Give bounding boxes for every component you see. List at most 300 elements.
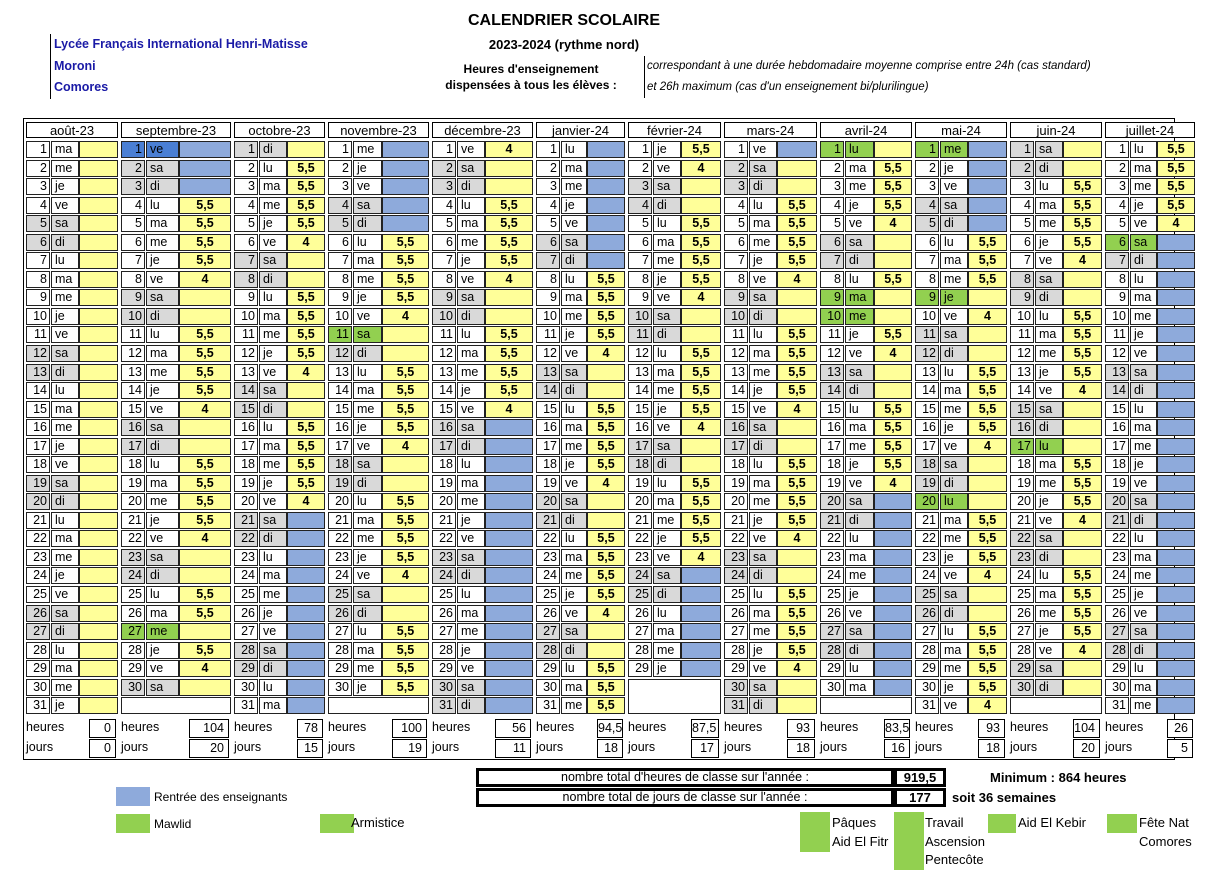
- day-row: [536, 197, 625, 214]
- hours-cell: 5,5: [968, 642, 1007, 659]
- day-number: 28: [628, 642, 652, 659]
- legend-comores-label: Comores: [1139, 834, 1192, 849]
- day-row: [26, 438, 118, 455]
- day-number: 20: [628, 493, 652, 510]
- day-number: 21: [121, 512, 145, 529]
- weekday-cell: lu: [1035, 178, 1063, 195]
- day-number: 22: [121, 530, 145, 547]
- day-row: [432, 512, 533, 529]
- day-row: [820, 660, 912, 677]
- weekday-cell: ma: [51, 401, 79, 418]
- hours-cell: [1157, 623, 1195, 640]
- weekday-cell: ve: [353, 178, 382, 195]
- day-row: [121, 271, 231, 288]
- day-number: 11: [121, 326, 145, 343]
- hours-cell: [1063, 289, 1102, 306]
- hours-cell: 4: [587, 345, 625, 362]
- day-row: [1105, 567, 1195, 584]
- weekday-cell: lu: [457, 197, 485, 214]
- month-days-label: jours: [724, 739, 752, 754]
- hours-cell: 5,5: [874, 197, 912, 214]
- day-row: [234, 605, 325, 622]
- hours-cell: [968, 178, 1007, 195]
- weekday-cell: di: [749, 567, 777, 584]
- month-hours-value: 0: [89, 719, 116, 738]
- hours-cell: 4: [968, 438, 1007, 455]
- day-row: [432, 326, 533, 343]
- weekday-cell: je: [353, 679, 382, 696]
- hours-cell: [79, 141, 118, 158]
- weekday-cell: je: [1035, 623, 1063, 640]
- day-number: 12: [121, 345, 145, 362]
- hours-cell: [382, 215, 429, 232]
- month-hours-label: heures: [121, 719, 160, 734]
- weekday-cell: me: [561, 567, 587, 584]
- weekday-cell: lu: [457, 456, 485, 473]
- hours-cell: [1157, 308, 1195, 325]
- weekday-cell: ma: [259, 308, 287, 325]
- hours-cell: [382, 456, 429, 473]
- day-number: 9: [432, 289, 456, 306]
- hours-cell: [968, 289, 1007, 306]
- day-number: 29: [121, 660, 145, 677]
- day-row: [628, 289, 721, 306]
- legend-aid-kebir-label: Aid El Kebir: [1018, 815, 1086, 830]
- weekday-cell: ve: [845, 345, 874, 362]
- weekday-cell: sa: [146, 549, 179, 566]
- hours-cell: [79, 252, 118, 269]
- day-row: [234, 234, 325, 251]
- weekday-cell: ma: [1130, 679, 1157, 696]
- empty-cell: [820, 697, 912, 714]
- hours-cell: 4: [1063, 642, 1102, 659]
- weekday-cell: di: [1130, 252, 1157, 269]
- hours-cell: 5,5: [1063, 178, 1102, 195]
- day-row: [915, 178, 1007, 195]
- hours-cell: 4: [1157, 215, 1195, 232]
- month-column: [328, 122, 429, 759]
- day-row: [628, 456, 721, 473]
- month-hours-value: 100: [392, 719, 427, 738]
- day-number: 29: [432, 660, 456, 677]
- day-row: [915, 642, 1007, 659]
- hours-cell: [874, 549, 912, 566]
- weekday-cell: je: [561, 456, 587, 473]
- weekday-cell: sa: [1035, 660, 1063, 677]
- day-row: [121, 660, 231, 677]
- day-number: 21: [536, 512, 560, 529]
- day-number: 16: [628, 419, 652, 436]
- weekday-cell: lu: [940, 623, 968, 640]
- weekday-cell: sa: [940, 197, 968, 214]
- day-row: [432, 419, 533, 436]
- day-number: 9: [234, 289, 258, 306]
- day-number: 18: [121, 456, 145, 473]
- weekday-cell: ve: [1130, 215, 1157, 232]
- day-row: [724, 660, 817, 677]
- day-row: [328, 215, 429, 232]
- weekday-cell: ve: [146, 660, 179, 677]
- hours-cell: 4: [485, 401, 533, 418]
- hours-cell: [287, 623, 325, 640]
- day-number: 8: [121, 271, 145, 288]
- day-row: [724, 438, 817, 455]
- month-column: [432, 122, 533, 759]
- day-number: 12: [26, 345, 50, 362]
- day-number: 28: [328, 642, 352, 659]
- hours-cell: 5,5: [968, 530, 1007, 547]
- day-number: 15: [1105, 401, 1129, 418]
- day-number: 30: [26, 679, 50, 696]
- day-row: [432, 642, 533, 659]
- weekday-cell: sa: [51, 345, 79, 362]
- legend-travail-label: Travail: [925, 815, 964, 830]
- day-row: [536, 567, 625, 584]
- weekday-cell: di: [845, 512, 874, 529]
- hours-cell: [1157, 382, 1195, 399]
- month-days-label: jours: [820, 739, 848, 754]
- day-row: [628, 623, 721, 640]
- day-number: 13: [328, 364, 352, 381]
- day-number: 22: [328, 530, 352, 547]
- day-number: 3: [26, 178, 50, 195]
- day-row: [536, 456, 625, 473]
- day-row: [1105, 660, 1195, 677]
- day-number: 10: [234, 308, 258, 325]
- weekday-cell: me: [749, 364, 777, 381]
- day-row: [234, 586, 325, 603]
- weekday-cell: je: [457, 382, 485, 399]
- hours-cell: [1157, 475, 1195, 492]
- weekday-cell: me: [353, 660, 382, 677]
- hours-cell: 5,5: [777, 475, 817, 492]
- day-number: 7: [915, 252, 939, 269]
- hours-cell: 5,5: [777, 642, 817, 659]
- day-number: 6: [915, 234, 939, 251]
- day-number: 25: [1105, 586, 1129, 603]
- day-row: [820, 456, 912, 473]
- day-row: [820, 419, 912, 436]
- day-number: 14: [328, 382, 352, 399]
- day-row: [1010, 326, 1102, 343]
- day-number: 26: [26, 605, 50, 622]
- day-row: [26, 382, 118, 399]
- day-row: [1105, 605, 1195, 622]
- hours-cell: 5,5: [587, 530, 625, 547]
- hours-cell: 5,5: [681, 234, 721, 251]
- hours-cell: [485, 697, 533, 714]
- weekday-cell: ma: [749, 605, 777, 622]
- day-row: [628, 382, 721, 399]
- hours-cell: [287, 401, 325, 418]
- weekday-cell: sa: [940, 456, 968, 473]
- hours-cell: [79, 567, 118, 584]
- weekday-cell: me: [1035, 475, 1063, 492]
- hours-cell: [968, 493, 1007, 510]
- hours-cell: [382, 178, 429, 195]
- day-row: [1105, 493, 1195, 510]
- hours-cell: [287, 141, 325, 158]
- day-number: 5: [915, 215, 939, 232]
- day-number: 2: [1010, 160, 1034, 177]
- hours-cell: 5,5: [681, 271, 721, 288]
- weekday-cell: me: [146, 493, 179, 510]
- hours-cell: 4: [681, 419, 721, 436]
- day-number: 11: [26, 326, 50, 343]
- day-row: [724, 530, 817, 547]
- hours-cell: 5,5: [485, 364, 533, 381]
- weekday-cell: di: [653, 326, 681, 343]
- day-number: 11: [1010, 326, 1034, 343]
- weekday-cell: me: [51, 160, 79, 177]
- day-row: [234, 178, 325, 195]
- hours-cell: [1157, 326, 1195, 343]
- weekday-cell: di: [259, 530, 287, 547]
- hours-cell: [777, 289, 817, 306]
- day-number: 25: [234, 586, 258, 603]
- hours-description: [644, 56, 1091, 98]
- day-row: [26, 456, 118, 473]
- day-number: 7: [536, 252, 560, 269]
- hours-cell: [1157, 493, 1195, 510]
- day-number: 2: [915, 160, 939, 177]
- day-row: [724, 475, 817, 492]
- day-number: 31: [234, 697, 258, 714]
- month-hours-label: heures: [432, 719, 471, 734]
- month-hours-label: heures: [234, 719, 273, 734]
- weekday-cell: je: [146, 382, 179, 399]
- hours-cell: 5,5: [681, 512, 721, 529]
- day-number: 27: [432, 623, 456, 640]
- day-number: 25: [724, 586, 748, 603]
- weekday-cell: sa: [259, 642, 287, 659]
- hours-cell: [485, 493, 533, 510]
- hours-cell: 5,5: [968, 549, 1007, 566]
- day-row: [234, 401, 325, 418]
- weekday-cell: je: [51, 697, 79, 714]
- day-row: [915, 345, 1007, 362]
- hours-cell: [874, 364, 912, 381]
- day-row: [234, 197, 325, 214]
- weekday-cell: ma: [1035, 326, 1063, 343]
- day-row: [628, 586, 721, 603]
- weekday-cell: di: [561, 642, 587, 659]
- hours-cell: [1063, 141, 1102, 158]
- hours-cell: [1157, 567, 1195, 584]
- weekday-cell: sa: [353, 326, 382, 343]
- day-row: [915, 252, 1007, 269]
- hours-cell: [287, 252, 325, 269]
- hours-cell: [777, 549, 817, 566]
- hours-cell: [1157, 289, 1195, 306]
- day-number: 27: [328, 623, 352, 640]
- day-row: [234, 364, 325, 381]
- month-header: février-24: [628, 122, 721, 138]
- page-title: CALENDRIER SCOLAIRE: [467, 12, 660, 29]
- weekday-cell: je: [259, 475, 287, 492]
- weekday-cell: je: [1130, 197, 1157, 214]
- weekday-cell: ve: [259, 234, 287, 251]
- weekday-cell: ve: [1035, 512, 1063, 529]
- day-row: [328, 271, 429, 288]
- day-number: 9: [121, 289, 145, 306]
- weekday-cell: ma: [561, 679, 587, 696]
- weekday-cell: je: [749, 252, 777, 269]
- weekday-cell: sa: [457, 549, 485, 566]
- day-number: 29: [915, 660, 939, 677]
- weekday-cell: me: [561, 308, 587, 325]
- weekday-cell: ma: [146, 215, 179, 232]
- weekday-cell: je: [1035, 493, 1063, 510]
- day-row: [328, 289, 429, 306]
- day-row: [724, 567, 817, 584]
- hours-cell: [485, 308, 533, 325]
- weekday-cell: ve: [653, 419, 681, 436]
- hours-cell: [681, 438, 721, 455]
- day-number: 17: [1010, 438, 1034, 455]
- day-number: 28: [915, 642, 939, 659]
- weekday-cell: je: [259, 215, 287, 232]
- hours-cell: 5,5: [179, 215, 231, 232]
- day-number: 10: [915, 308, 939, 325]
- day-row: [724, 160, 817, 177]
- day-row: [628, 419, 721, 436]
- day-number: 5: [432, 215, 456, 232]
- day-row: [121, 623, 231, 640]
- weekday-cell: di: [457, 308, 485, 325]
- day-row: [328, 419, 429, 436]
- day-number: 26: [234, 605, 258, 622]
- day-number: 2: [328, 160, 352, 177]
- hours-cell: 5,5: [1063, 456, 1102, 473]
- weekday-cell: sa: [845, 234, 874, 251]
- day-row: [1105, 252, 1195, 269]
- weekday-cell: je: [146, 512, 179, 529]
- day-row: [1010, 660, 1102, 677]
- day-row: [628, 234, 721, 251]
- weekday-cell: me: [845, 567, 874, 584]
- weekday-cell: lu: [561, 401, 587, 418]
- hours-cell: [287, 660, 325, 677]
- day-row: [234, 697, 325, 714]
- day-row: [820, 530, 912, 547]
- weekday-cell: ma: [653, 364, 681, 381]
- day-number: 19: [628, 475, 652, 492]
- day-number: 11: [724, 326, 748, 343]
- day-number: 4: [724, 197, 748, 214]
- weekday-cell: lu: [51, 252, 79, 269]
- day-number: 4: [915, 197, 939, 214]
- day-row: [121, 493, 231, 510]
- day-row: [1105, 475, 1195, 492]
- hours-cell: 5,5: [179, 197, 231, 214]
- hours-cell: [485, 289, 533, 306]
- day-row: [121, 382, 231, 399]
- day-number: 10: [121, 308, 145, 325]
- day-number: 27: [915, 623, 939, 640]
- weekday-cell: ve: [653, 289, 681, 306]
- day-number: 11: [328, 326, 352, 343]
- day-row: [724, 345, 817, 362]
- hours-cell: [79, 382, 118, 399]
- day-number: 9: [724, 289, 748, 306]
- day-row: [628, 308, 721, 325]
- day-row: [1010, 567, 1102, 584]
- day-row: [26, 178, 118, 195]
- hours-cell: 5,5: [681, 141, 721, 158]
- day-number: 1: [121, 141, 145, 158]
- hours-cell: 4: [874, 215, 912, 232]
- day-row: [1010, 530, 1102, 547]
- day-number: 24: [234, 567, 258, 584]
- day-number: 18: [328, 456, 352, 473]
- hours-cell: 5,5: [777, 345, 817, 362]
- month-days-value: 18: [978, 739, 1005, 758]
- hours-cell: 4: [287, 364, 325, 381]
- day-row: [234, 549, 325, 566]
- day-row: [121, 456, 231, 473]
- day-number: 27: [628, 623, 652, 640]
- day-number: 28: [1105, 642, 1129, 659]
- hours-cell: [79, 345, 118, 362]
- day-number: 6: [1010, 234, 1034, 251]
- hours-cell: [587, 512, 625, 529]
- day-row: [724, 401, 817, 418]
- day-row: [536, 419, 625, 436]
- day-number: 13: [536, 364, 560, 381]
- day-row: [915, 160, 1007, 177]
- hours-cell: [1157, 586, 1195, 603]
- day-row: [820, 345, 912, 362]
- weekday-cell: ma: [845, 289, 874, 306]
- day-row: [234, 660, 325, 677]
- day-number: 6: [628, 234, 652, 251]
- weekday-cell: je: [51, 438, 79, 455]
- day-number: 25: [328, 586, 352, 603]
- hours-cell: 5,5: [287, 345, 325, 362]
- weekday-cell: je: [561, 197, 587, 214]
- weekday-cell: lu: [940, 364, 968, 381]
- hours-cell: [777, 178, 817, 195]
- day-number: 8: [432, 271, 456, 288]
- weekday-cell: je: [653, 141, 681, 158]
- hours-cell: [1157, 697, 1195, 714]
- day-row: [328, 697, 429, 714]
- hours-cell: [79, 623, 118, 640]
- weekday-cell: ma: [457, 215, 485, 232]
- day-row: [328, 345, 429, 362]
- day-number: 23: [724, 549, 748, 566]
- school-name: Lycée Français International Henri-Matisse: [54, 37, 308, 51]
- hours-cell: 5,5: [968, 419, 1007, 436]
- hours-cell: [79, 271, 118, 288]
- total-hours-value: 919,5: [894, 768, 946, 787]
- month-column: [724, 122, 817, 759]
- month-days-value: 0: [89, 739, 116, 758]
- day-row: [628, 326, 721, 343]
- hours-cell: [587, 178, 625, 195]
- day-number: 2: [234, 160, 258, 177]
- day-row: [536, 234, 625, 251]
- day-row: [628, 215, 721, 232]
- day-row: [121, 234, 231, 251]
- month-days-value: 5: [1167, 739, 1193, 758]
- day-row: [234, 382, 325, 399]
- day-row: [915, 493, 1007, 510]
- hours-cell: [681, 178, 721, 195]
- hours-cell: 5,5: [179, 586, 231, 603]
- day-row: [820, 326, 912, 343]
